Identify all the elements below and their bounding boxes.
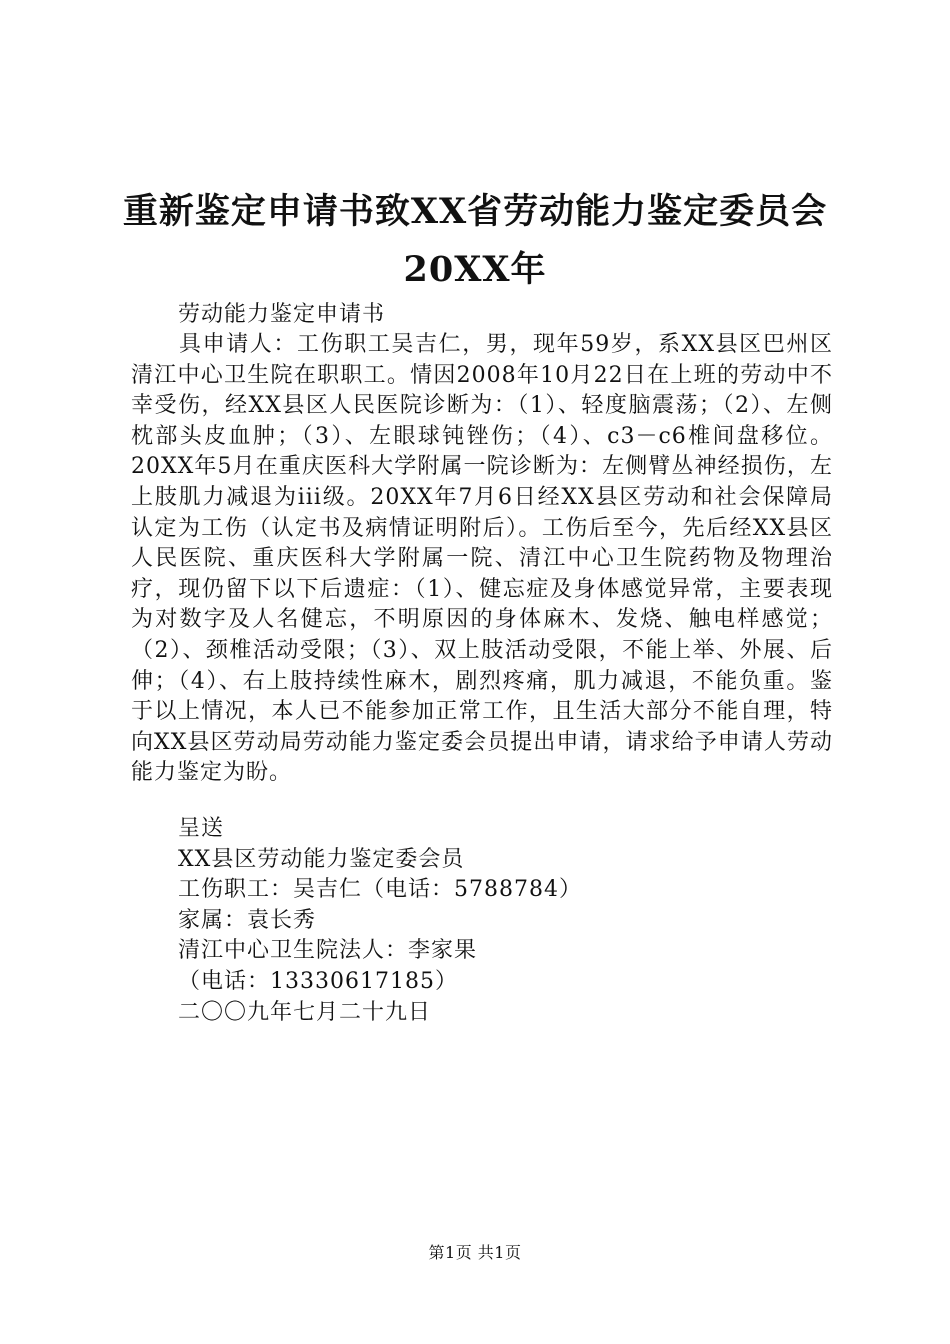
document-title-line2: 20XX年 — [403, 249, 547, 290]
salutation: 呈送 — [178, 816, 225, 841]
main-paragraph: 具申请人：工伤职工吴吉仁，男，现年59岁，系XX县区巴州区清江中心卫生院在职职工。情因2008年10月22日在上班的劳动中不幸受伤，经XX县区人民医院诊断为：（1）、轻度脑震荡；（2）、左侧枕部头皮血肿；（3）、左眼球钝锉伤；（4）、c3－c6椎间盘移位。20XX年5月在重庆医科大学附属一院诊断为：左侧臂丛神经损伤，左上肢肌力减退为iii级。20XX年7月6日经XX县区劳动和社会保障局认定为工伤（认定书及病情证明附后）。工伤后至今，先后经XX县区人民医院、重庆医科大学附属一院、清江中心卫生院药物及物理治疗，现仍留下以下后遗症：（1）、健忘症及身体感觉异常，主要表现为对数字及人名健忘，不明原因的身体麻木、发烧、触电样感觉；（2）、颈椎活动受限；（3）、双上肢活动受限，不能上举、外展、后伸；（4）、右上肢持续性麻木，剧烈疼痛，肌力减退，不能负重。鉴于以上情况，本人已不能参加正常工作，且生活大部分不能自理，特向XX县区劳动局劳动能力鉴定委会员提出申请，请求给予申请人劳动能力鉴定为盼。 — [131, 332, 833, 786]
legal-rep-phone: （电话：13330617185） — [178, 968, 458, 994]
recipient: XX县区劳动能力鉴定委会员 — [178, 846, 465, 872]
date-line: 二〇〇九年七月二十九日 — [178, 999, 432, 1025]
family-line: 家属：袁长秀 — [178, 907, 317, 933]
applicant-line: 工伤职工：吴吉仁（电话：5788784） — [178, 877, 582, 903]
closing-block — [178, 814, 838, 1028]
page-footer: 第1页 共1页 — [428, 1243, 522, 1262]
application-heading: 劳动能力鉴定申请书 — [178, 302, 386, 327]
legal-rep-line: 清江中心卫生院法人：李家果 — [178, 938, 478, 964]
document-title-line1: 重新鉴定申请书致XX省劳动能力鉴定委员会 — [122, 191, 828, 232]
